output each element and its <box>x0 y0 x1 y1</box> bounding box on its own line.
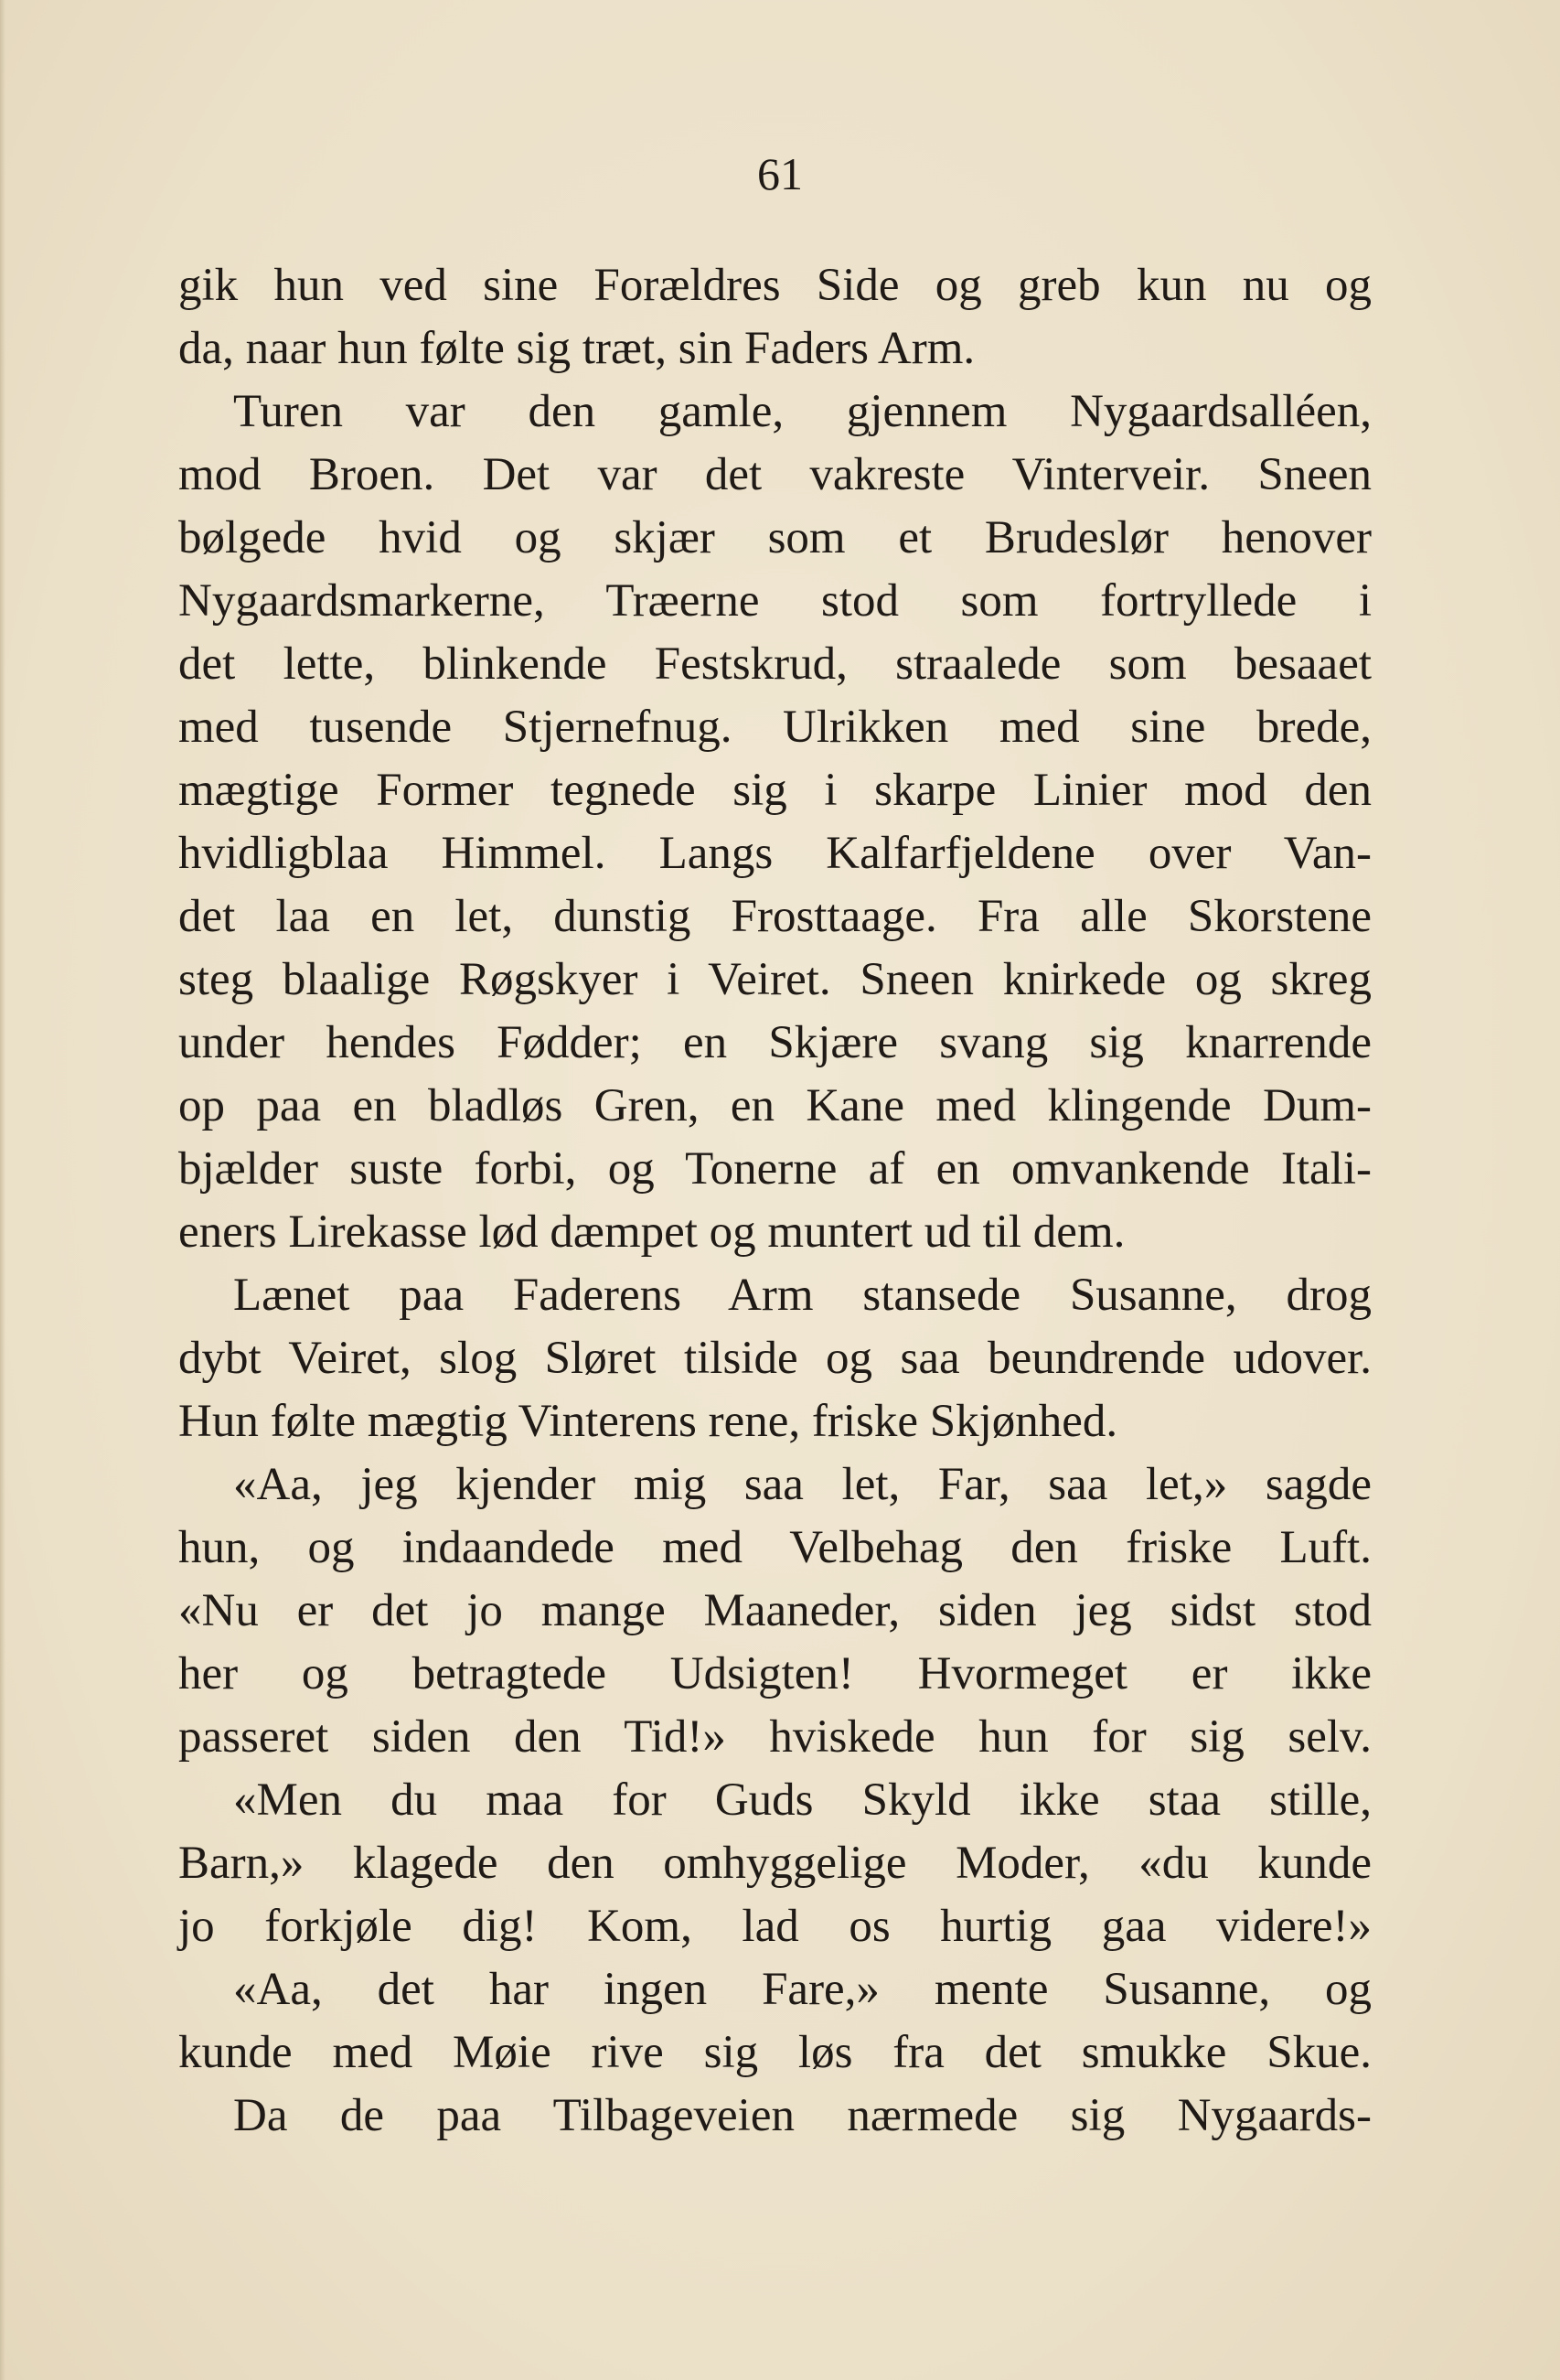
text-line: Turen var den gamle, gjennem Nygaardsalléen, <box>233 386 1372 437</box>
text-line: passeret siden den Tid!» hviskede hun for sig selv. <box>178 1711 1372 1763</box>
text-line: jo forkjøle dig! Kom, lad os hurtig gaa videre!» <box>178 1901 1372 1952</box>
text-line: «Aa, det har ingen Fare,» mente Susanne, og <box>233 1964 1372 2015</box>
text-line: det lette, blinkende Festskrud, straalede som besaaet <box>178 638 1372 690</box>
text-line: mod Broen. Det var det vakreste Vinterveir. Sneen <box>178 449 1372 500</box>
text-line: bølgede hvid og skjær som et Brudeslør henover <box>178 512 1372 563</box>
text-line: «Aa, jeg kjender mig saa let, Far, saa let,» sagde <box>233 1459 1372 1510</box>
text-line: Nygaardsmarkerne, Træerne stod som fortryllede i <box>178 575 1372 627</box>
text-line: det laa en let, dunstig Frosttaage. Fra alle Skorstene <box>178 891 1372 942</box>
text-line: op paa en bladløs Gren, en Kane med klingende Dum- <box>178 1080 1372 1131</box>
text-line: under hendes Fødder; en Skjære svang sig knarrende <box>178 1017 1372 1068</box>
text-line: Barn,» klagede den omhyggelige Moder, «du kunde <box>178 1838 1372 1889</box>
text-line: steg blaalige Røgskyer i Veiret. Sneen knirkede og skreg <box>178 954 1372 1005</box>
text-line: hvidligblaa Himmel. Langs Kalfarfjeldene over Van- <box>178 828 1372 879</box>
text-line: dybt Veiret, slog Sløret tilside og saa beundrende udover. <box>178 1333 1372 1384</box>
text-line: Lænet paa Faderens Arm stansede Susanne, drog <box>233 1270 1372 1321</box>
text-line: mægtige Former tegnede sig i skarpe Linier mod den <box>178 765 1372 816</box>
page-edge-shadow <box>0 0 5 2380</box>
text-line: Hun følte mægtig Vinterens rene, friske Skjønhed. <box>178 1396 1118 1447</box>
text-line: hun, og indaandede med Velbehag den friske Luft. <box>178 1522 1372 1573</box>
text-line: eners Lirekasse lød dæmpet og muntert ud til dem. <box>178 1206 1126 1258</box>
text-line: gik hun ved sine Forældres Side og greb kun nu og <box>178 260 1372 311</box>
text-line: Da de paa Tilbageveien nærmede sig Nygaards- <box>233 2090 1372 2141</box>
text-line: bjælder suste forbi, og Tonerne af en omvankende Itali- <box>178 1143 1372 1195</box>
text-line: her og betragtede Udsigten! Hvormeget er ikke <box>178 1648 1372 1699</box>
text-line: kunde med Møie rive sig løs fra det smukke Skue. <box>178 2027 1372 2078</box>
text-line: «Men du maa for Guds Skyld ikke staa stille, <box>233 1774 1372 1826</box>
text-line: «Nu er det jo mange Maaneder, siden jeg sidst stod <box>178 1585 1372 1636</box>
text-line: med tusende Stjernefnug. Ulrikken med sine brede, <box>178 702 1372 753</box>
page-number: 61 <box>757 148 803 199</box>
body-text <box>178 254 1372 2148</box>
text-line: da, naar hun følte sig træt, sin Faders Arm. <box>178 323 976 374</box>
